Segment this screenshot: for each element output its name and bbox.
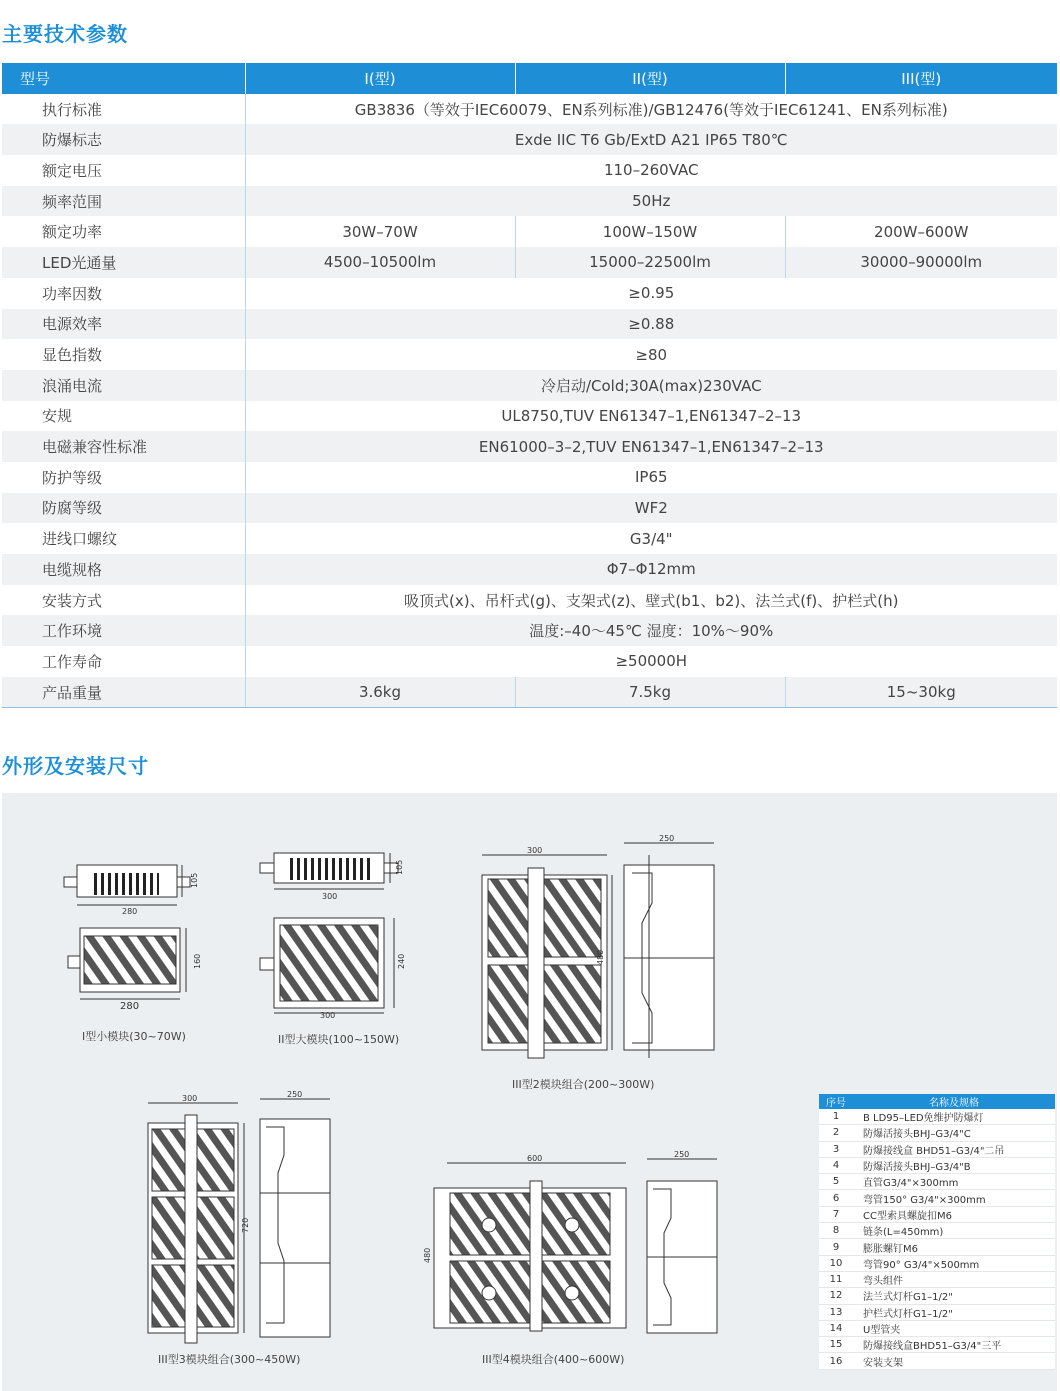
parts-col-name: 名称及规格 [853,1094,1055,1109]
parts-row [819,1174,1055,1190]
section-title-dimensions: 外形及安装尺寸 [2,754,149,778]
spec-label: 额定功率 [42,223,103,242]
part-number: 14 [819,1320,853,1336]
part-name: 防爆接线盒BHD51–G3/4"三平 [853,1337,1055,1353]
part-name: 弯管150° G3/4"×300mm [853,1190,1055,1206]
spec-row [2,462,1057,493]
part-name: 链条(L=450mm) [853,1223,1055,1239]
spec-row [2,615,1057,646]
part-number: 3 [819,1141,853,1157]
part-name: 防爆活接头BHJ–G3/4"C [853,1125,1055,1141]
dim-250-c: 250 [674,1150,690,1159]
parts-row [819,1239,1055,1255]
caption-type1: I型小模块(30~70W) [82,1030,186,1043]
part-number: 16 [819,1353,853,1369]
caption-type3-2: III型2模块组合(200~300W) [512,1078,655,1091]
spec-row [2,431,1057,462]
spec-value: UL8750,TUV EN61347–1,EN61347–2–13 [245,401,1057,432]
spec-value: ≥50000H [245,646,1057,677]
spec-label: 频率范围 [2,186,245,217]
caption-type3-3: III型3模块组合(300~450W) [158,1353,301,1366]
spec-row [2,554,1057,585]
dim-105-a: 105 [190,872,199,888]
dim-250-b: 250 [287,1090,303,1099]
col-type3: III(型) [785,63,1057,94]
part-number: 1 [819,1109,853,1125]
dim-300-b: 300 [320,1011,336,1020]
type3-3module-front [148,1103,244,1343]
spec-value: 30W–70W [245,216,515,247]
parts-row [819,1255,1055,1271]
part-number: 11 [819,1271,853,1287]
spec-label: 额定电压 [42,161,103,180]
dim-240: 240 [397,953,406,969]
spec-label: 显色指数 [42,346,103,365]
dim-480-b: 480 [423,1247,432,1263]
spec-value: 7.5kg [515,677,785,708]
dim-280-b: 280 [120,1001,140,1012]
part-name: 膨胀螺钉M6 [853,1239,1055,1255]
spec-value: ≥0.95 [245,278,1057,309]
part-number: 6 [819,1190,853,1206]
parts-row [819,1206,1055,1222]
type3-4module-front [434,1163,626,1331]
part-name: 防爆活接头BHJ–G3/4"B [853,1157,1055,1173]
parts-row [819,1353,1055,1369]
spec-row [2,124,1057,155]
parts-row [819,1125,1055,1141]
spec-row [2,278,1057,309]
spec-value: ≥0.88 [245,309,1057,340]
spec-value: 200W–600W [785,216,1057,247]
part-name: 弯头组件 [853,1271,1055,1287]
part-name: 法兰式灯杆G1–1/2" [853,1288,1055,1304]
spec-label: 防爆标志 [2,124,245,155]
part-number: 5 [819,1174,853,1190]
type2-side-view [260,853,398,889]
part-name: 弯管90° G3/4"×500mm [853,1255,1055,1271]
type1-bottom-view [68,928,186,999]
spec-label: 执行标准 [42,100,103,119]
spec-label: 工作环境 [2,615,245,646]
spec-row [2,309,1057,340]
spec-row [2,216,1057,247]
parts-row [819,1271,1055,1287]
part-number: 12 [819,1288,853,1304]
part-name: U型管夹 [853,1320,1055,1336]
spec-value: 吸顶式(x)、吊杆式(g)、支架式(z)、壁式(b1、b2)、法兰式(f)、护栏式(h) [245,585,1057,616]
part-name: B LD95–LED免维护防爆灯 [853,1109,1055,1125]
spec-value: 15000–22500lm [515,247,785,278]
spec-row [2,339,1057,370]
parts-table [819,1094,1055,1370]
spec-label: LED光通量 [2,247,245,278]
spec-label: 产品重量 [2,677,245,708]
part-number: 13 [819,1304,853,1320]
parts-row [819,1141,1055,1157]
spec-value: 110–260VAC [245,155,1057,186]
spec-row [2,370,1057,401]
spec-row [2,585,1057,616]
type1-side-view [64,865,190,905]
spec-value: ≥80 [245,339,1057,370]
type3-4module-side [647,1159,717,1333]
spec-label: 进线口螺纹 [42,530,118,549]
spec-label: 电缆规格 [2,554,245,585]
spec-label: 防护等级 [42,468,103,487]
dim-720: 720 [241,1217,250,1233]
part-name: 防爆接线盒 BHD51–G3/4"二吊 [853,1141,1055,1157]
part-name: 直管G3/4"×300mm [853,1174,1055,1190]
spec-value: 50Hz [245,186,1057,217]
col-model: 型号 [2,63,245,94]
spec-label: 防腐等级 [2,493,245,524]
spec-value: Exde IIC T6 Gb/ExtD A21 IP65 T80℃ [245,124,1057,155]
part-number: 2 [819,1125,853,1141]
parts-row [819,1288,1055,1304]
spec-value: GB3836（等效于IEC60079、EN系列标准)/GB12476(等效于IEC61241、EN系列标准) [245,94,1057,125]
spec-value: 100W–150W [515,216,785,247]
part-number: 7 [819,1206,853,1222]
parts-row [819,1157,1055,1173]
spec-value: IP65 [245,462,1057,493]
type3-2module-front [482,855,612,1058]
spec-row [2,646,1057,677]
spec-label: 工作寿命 [42,652,103,671]
spec-value: 15~30kg [785,677,1057,708]
section-title-specs: 主要技术参数 [2,22,128,46]
spec-value: WF2 [245,493,1057,524]
type3-2module-side [624,843,714,1058]
spec-row [2,677,1057,708]
spec-value: 30000–90000lm [785,247,1057,278]
dim-105-b: 105 [395,859,404,875]
part-number: 15 [819,1337,853,1353]
part-number: 10 [819,1255,853,1271]
parts-row [819,1190,1055,1206]
dim-280-a: 280 [122,907,138,916]
spec-value: 3.6kg [245,677,515,708]
spec-header-row [2,63,1057,94]
caption-type2: II型大模块(100~150W) [278,1033,400,1046]
spec-value: 温度:–40～45℃ 湿度：10%～90% [245,615,1057,646]
dim-250-a: 250 [659,834,675,843]
part-number: 8 [819,1223,853,1239]
parts-row [819,1223,1055,1239]
caption-type3-4: III型4模块组合(400~600W) [482,1353,625,1366]
parts-row [819,1304,1055,1320]
spec-value: EN61000–3–2,TUV EN61347–1,EN61347–2–13 [245,431,1057,462]
spec-table [2,63,1057,708]
spec-label: 安规 [42,407,73,426]
spec-value: 冷启动/Cold;30A(max)230VAC [245,370,1057,401]
parts-col-no: 序号 [819,1094,853,1109]
spec-row [2,186,1057,217]
dim-300-c: 300 [527,846,543,855]
spec-value: 4500–10500lm [245,247,515,278]
part-number: 4 [819,1157,853,1173]
type3-3module-side [260,1099,330,1337]
spec-label: 功率因数 [42,284,103,303]
spec-row [2,247,1057,278]
part-number: 9 [819,1239,853,1255]
dim-600: 600 [527,1154,543,1163]
spec-row [2,155,1057,186]
dim-300-a: 300 [322,892,338,901]
spec-row [2,523,1057,554]
type2-bottom-view [260,918,394,1013]
spec-label: 安装方式 [42,591,103,610]
col-type1: I(型) [245,63,515,94]
spec-value: G3/4" [245,523,1057,554]
spec-row [2,401,1057,432]
dim-480: 480 [596,949,605,965]
dim-160: 160 [193,953,202,969]
dim-300-d: 300 [182,1094,198,1103]
part-name: 护栏式灯杆G1–1/2" [853,1304,1055,1320]
col-type2: II(型) [515,63,785,94]
parts-row [819,1320,1055,1336]
parts-header-row [819,1094,1055,1109]
part-name: 安装支架 [853,1353,1055,1369]
spec-label: 电磁兼容性标准 [2,431,245,462]
part-name: CC型索具螺旋扣M6 [853,1206,1055,1222]
spec-value: Φ7–Φ12mm [245,554,1057,585]
parts-row [819,1337,1055,1353]
spec-label: 浪涌电流 [2,370,245,401]
spec-label: 电源效率 [2,309,245,340]
spec-row [2,94,1057,125]
spec-row [2,493,1057,524]
parts-row [819,1109,1055,1125]
